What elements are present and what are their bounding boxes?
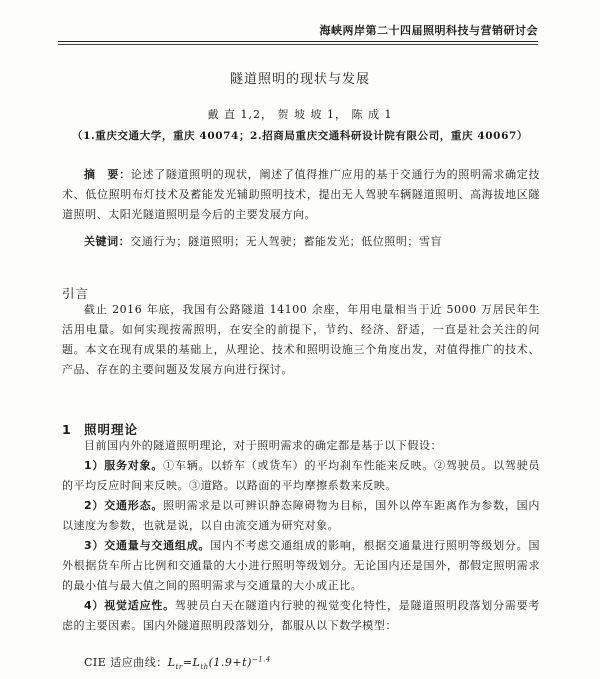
intro-text: 截止 2016 年底，我国有公路隧道 14100 余座，年用电量相当于近 5000 万居民年生活用电量。如何实现按需照明，在安全的前提下，节约、经济、舒适，一直是社会关注的问题。本文在现有成果的基础上，从理论、技术和照明设施三个角度出发，对值得推广的技术、产品、存在的主要问题及发展方向进行探讨。 [62,303,540,376]
list-item: 2）交通形态。照明需求是以可辨识静态障碍物为目标，国外以停车距离作为参数，国内以速度为参数，也就是说，以自由流交通为研究对象。 [62,499,540,532]
cie-formula: CIE 适应曲线：$L_{tr}=L_{th}(1.9+t)^{-1.4}$ [84,655,271,672]
abstract-text: 论述了隧道照明的现状，阐述了值得推广应用的基于交通行为的照明需求确定技术、低位照明布灯技术及蓄能发光辅助照明技术，提出无人驾驶车辆隧道照明、高海拔地区隧道照明、太阳光隧道照明是今后的主要发展方向。 [62,168,541,221]
running-header: 海峡两岸第二十四届照明科技与营销研讨会 [319,24,538,37]
keywords-text: 交通行为；隧道照明；无人驾驶；蓄能发光；低位照明；雪盲 [130,235,443,248]
abstract [62,165,540,225]
keywords-label: 关键词： [84,235,131,248]
section1-number: 1 [62,422,72,437]
header-rule [58,41,538,42]
intro-heading: 引言 [62,286,90,301]
list-item: 4）视觉适应性。驾驶员白天在隧道内行驶的视觉变化特性，是隧道照明段落划分需要考虑的主要因素。国内外隧道照明段落划分，都服从以下数学模型： [62,599,540,632]
list-item: 3）交通量与交通组成。国内不考虑交通组成的影响，根据交通量进行照明等级划分。国外根据货车所占比例和交通量的大小进行照明等级划分。无论国内还是国外，都假定照明需求的最小值与最大值之间的照明需求与交通量的大小成正比。 [62,539,540,592]
paper-title: 隧道照明的现状与发展 [229,72,370,87]
affiliation: （1.重庆交通大学，重庆 40074；2.招商局重庆交通科研设计院有限公司，重庆 40067） [72,130,528,142]
authors: 戴 直 1,2， 贺 坡 坡 1， 陈 成 1 [207,108,393,121]
keywords [62,232,540,252]
header-rule-thin [58,44,538,45]
list-item: 1）服务对象。①车辆。以轿车（或货车）的平均刹车性能来反映。②驾驶员。以驾驶员的平均反应时间来反映。③道路。以路面的平均摩擦系数来反映。 [62,459,540,492]
formula-label: CIE 适应曲线： [84,656,168,669]
abstract-label: 摘 要： [84,168,131,181]
section1-body [62,436,540,636]
section1-title: 照明理论 [84,422,139,437]
section1-lead: 目前国内外的隧道照明理论，对于照明需求的确定都是基于以下假设： [84,439,443,452]
